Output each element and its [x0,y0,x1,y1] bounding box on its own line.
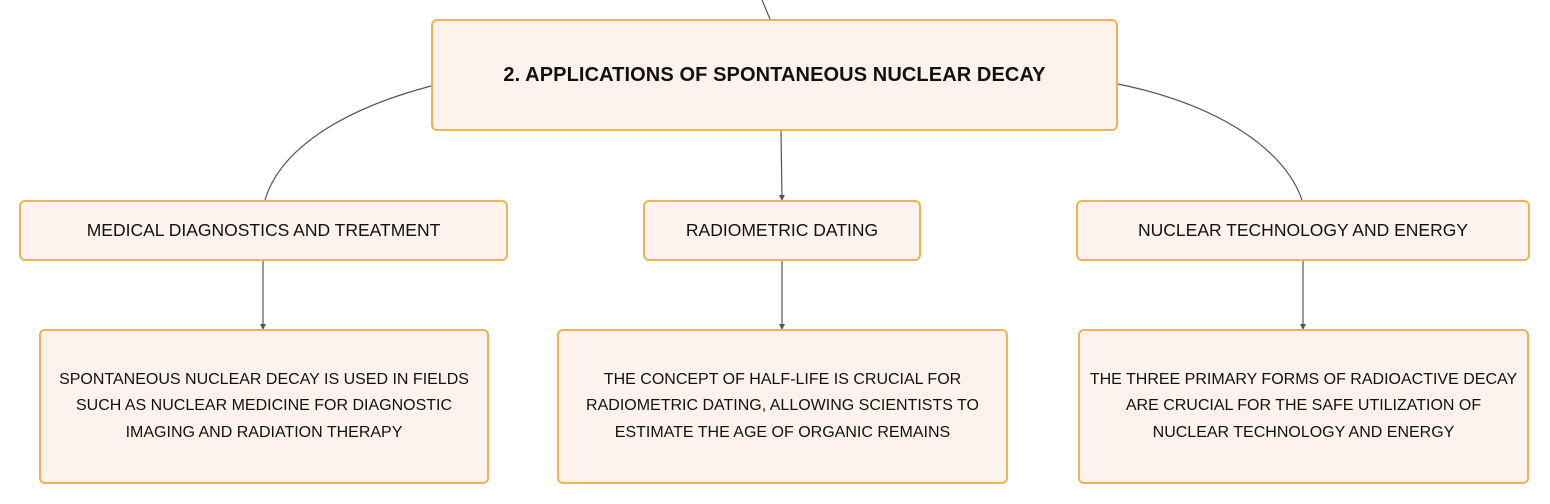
detail-node-text: THE CONCEPT OF HALF-LIFE IS CRUCIAL FOR RADIOMETRIC DATING, ALLOWING SCIENTISTS TO ESTIMATE THE AGE OF ORGANIC REMAINS [586,370,979,441]
connector-root-to-radiometric [781,131,782,200]
topic-node-nuclear[interactable] [1076,200,1530,261]
detail-node-text: THE THREE PRIMARY FORMS OF RADIOACTIVE DECAY ARE CRUCIAL FOR THE SAFE UTILIZATION OF NUCLEAR TECHNOLOGY AND ENERGY [1089,370,1518,441]
detail-node-text: SPONTANEOUS NUCLEAR DECAY IS USED IN FIELDS SUCH AS NUCLEAR MEDICINE FOR DIAGNOSTIC IMAGING AND RADIATION THERAPY [59,370,469,441]
detail-node-medical[interactable] [39,329,489,484]
detail-node-radiometric[interactable] [557,329,1008,484]
root-node[interactable] [431,19,1118,131]
connector-root-to-nuclear [1118,84,1302,200]
connector-root-to-medical [265,86,431,200]
topic-node-label: MEDICAL DIAGNOSTICS AND TREATMENT [86,220,441,240]
connector-parent-to-root [762,0,770,19]
root-node-label: 2. APPLICATIONS OF SPONTANEOUS NUCLEAR DECAY [503,63,1046,86]
detail-node-nuclear[interactable] [1078,329,1529,484]
topic-node-label: NUCLEAR TECHNOLOGY AND ENERGY [1138,220,1468,240]
topic-node-medical[interactable] [19,200,508,261]
topic-node-radiometric[interactable] [643,200,921,261]
topic-node-label: RADIOMETRIC DATING [685,220,879,240]
